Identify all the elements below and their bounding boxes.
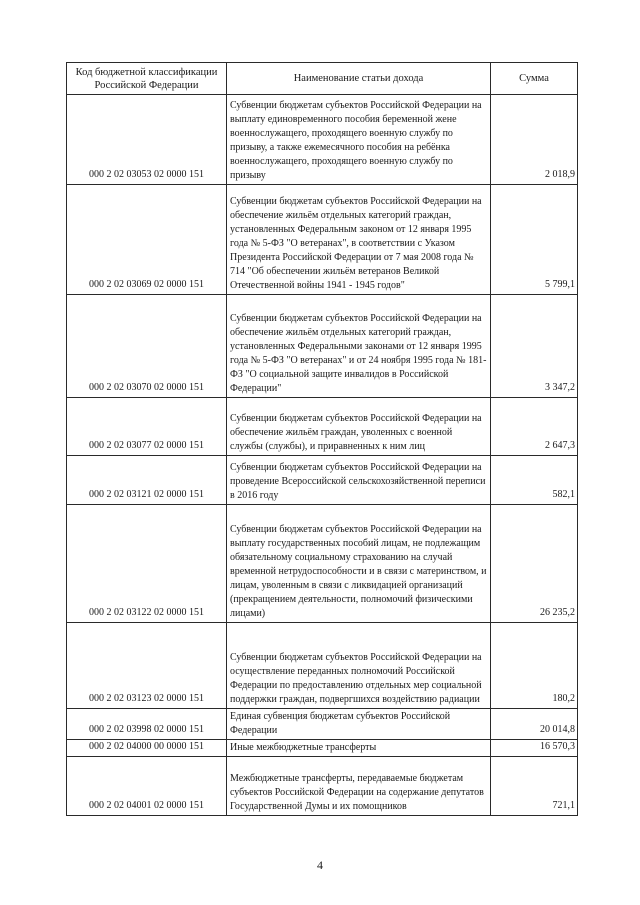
row-code: 000 2 02 03123 02 0000 151	[67, 623, 227, 709]
row-name: Единая субвенция бюджетам субъектов Российской Федерации	[227, 709, 491, 740]
row-sum: 16 570,3	[491, 740, 578, 757]
row-sum: 721,1	[491, 757, 578, 816]
table-row	[67, 456, 578, 505]
row-name: Субвенции бюджетам субъектов Российской Федерации на проведение Всероссийской сельскохозяйственной переписи в 2016 году	[227, 456, 491, 505]
row-name: Субвенции бюджетам субъектов Российской Федерации на обеспечение жильём граждан, уволенных с военной службы (службы), и приравненных к ним лиц	[227, 398, 491, 456]
row-sum: 20 014,8	[491, 709, 578, 740]
table-row	[67, 709, 578, 740]
row-name: Межбюджетные трансферты, передаваемые бюджетам субъектов Российской Федерации на содержание депутатов Государственной Думы и их помощников	[227, 757, 491, 816]
row-name: Субвенции бюджетам субъектов Российской Федерации на обеспечение жильём отдельных категорий граждан, установленных Федеральными законами от 12 января 1995 года № 5-ФЗ "О ветеранах" и от 24 ноября 1995 года № 181-ФЗ "О социальной защите инвалидов в Российской Федерации"	[227, 295, 491, 398]
row-code: 000 2 02 03077 02 0000 151	[67, 398, 227, 456]
row-sum: 582,1	[491, 456, 578, 505]
row-code: 000 2 02 03121 02 0000 151	[67, 456, 227, 505]
row-code: 000 2 02 03069 02 0000 151	[67, 185, 227, 295]
row-code: 000 2 02 03053 02 0000 151	[67, 95, 227, 185]
table-row	[67, 623, 578, 709]
row-name: Субвенции бюджетам субъектов Российской Федерации на выплату единовременного пособия беременной жене военнослужащего, проходящего военную службу по призыву, а также ежемесячного пособия на ребёнка военнослужащего, проходящего военную службу по призыву	[227, 95, 491, 185]
row-sum: 180,2	[491, 623, 578, 709]
row-sum: 26 235,2	[491, 505, 578, 623]
row-sum: 2 647,3	[491, 398, 578, 456]
budget-revenue-table	[66, 62, 578, 816]
row-code: 000 2 02 04001 02 0000 151	[67, 757, 227, 816]
table-header-row	[67, 63, 578, 95]
table-row	[67, 185, 578, 295]
table-row	[67, 295, 578, 398]
header-name: Наименование статьи дохода	[227, 63, 491, 95]
row-code: 000 2 02 03998 02 0000 151	[67, 709, 227, 740]
table-row	[67, 740, 578, 757]
header-code: Код бюджетной классификации Российской Федерации	[67, 63, 227, 95]
row-name: Субвенции бюджетам субъектов Российской Федерации на осуществление переданных полномочий Российской Федерации по предоставлению отдельных мер социальной поддержки граждан, подвергшихся воздействию радиации	[227, 623, 491, 709]
row-sum: 3 347,2	[491, 295, 578, 398]
row-sum: 5 799,1	[491, 185, 578, 295]
row-sum: 2 018,9	[491, 95, 578, 185]
row-name: Иные межбюджетные трансферты	[227, 740, 491, 757]
document-page	[66, 62, 577, 816]
table-row	[67, 505, 578, 623]
row-code: 000 2 02 03070 02 0000 151	[67, 295, 227, 398]
row-name: Субвенции бюджетам субъектов Российской Федерации на обеспечение жильём отдельных категорий граждан, установленных Федеральным законом от 12 января 1995 года № 5-ФЗ "О ветеранах", в соответствии с Указом Президента Российской Федерации от 7 мая 2008 года № 714 "Об обеспечении жильём ветеранов Великой Отечественной войны 1941 - 1945 годов"	[227, 185, 491, 295]
row-name: Субвенции бюджетам субъектов Российской Федерации на выплату государственных пособий лицам, не подлежащим обязательному социальному страхованию на случай временной нетрудоспособности и в связи с материнством, и лицам, уволенным в связи с ликвидацией организаций (прекращением деятельности, полномочий физическими лицами)	[227, 505, 491, 623]
table-row	[67, 95, 578, 185]
row-code: 000 2 02 03122 02 0000 151	[67, 505, 227, 623]
row-code: 000 2 02 04000 00 0000 151	[67, 740, 227, 757]
header-sum: Сумма	[491, 63, 578, 95]
table-row	[67, 398, 578, 456]
page-number: 4	[317, 858, 323, 872]
table-row	[67, 757, 578, 816]
